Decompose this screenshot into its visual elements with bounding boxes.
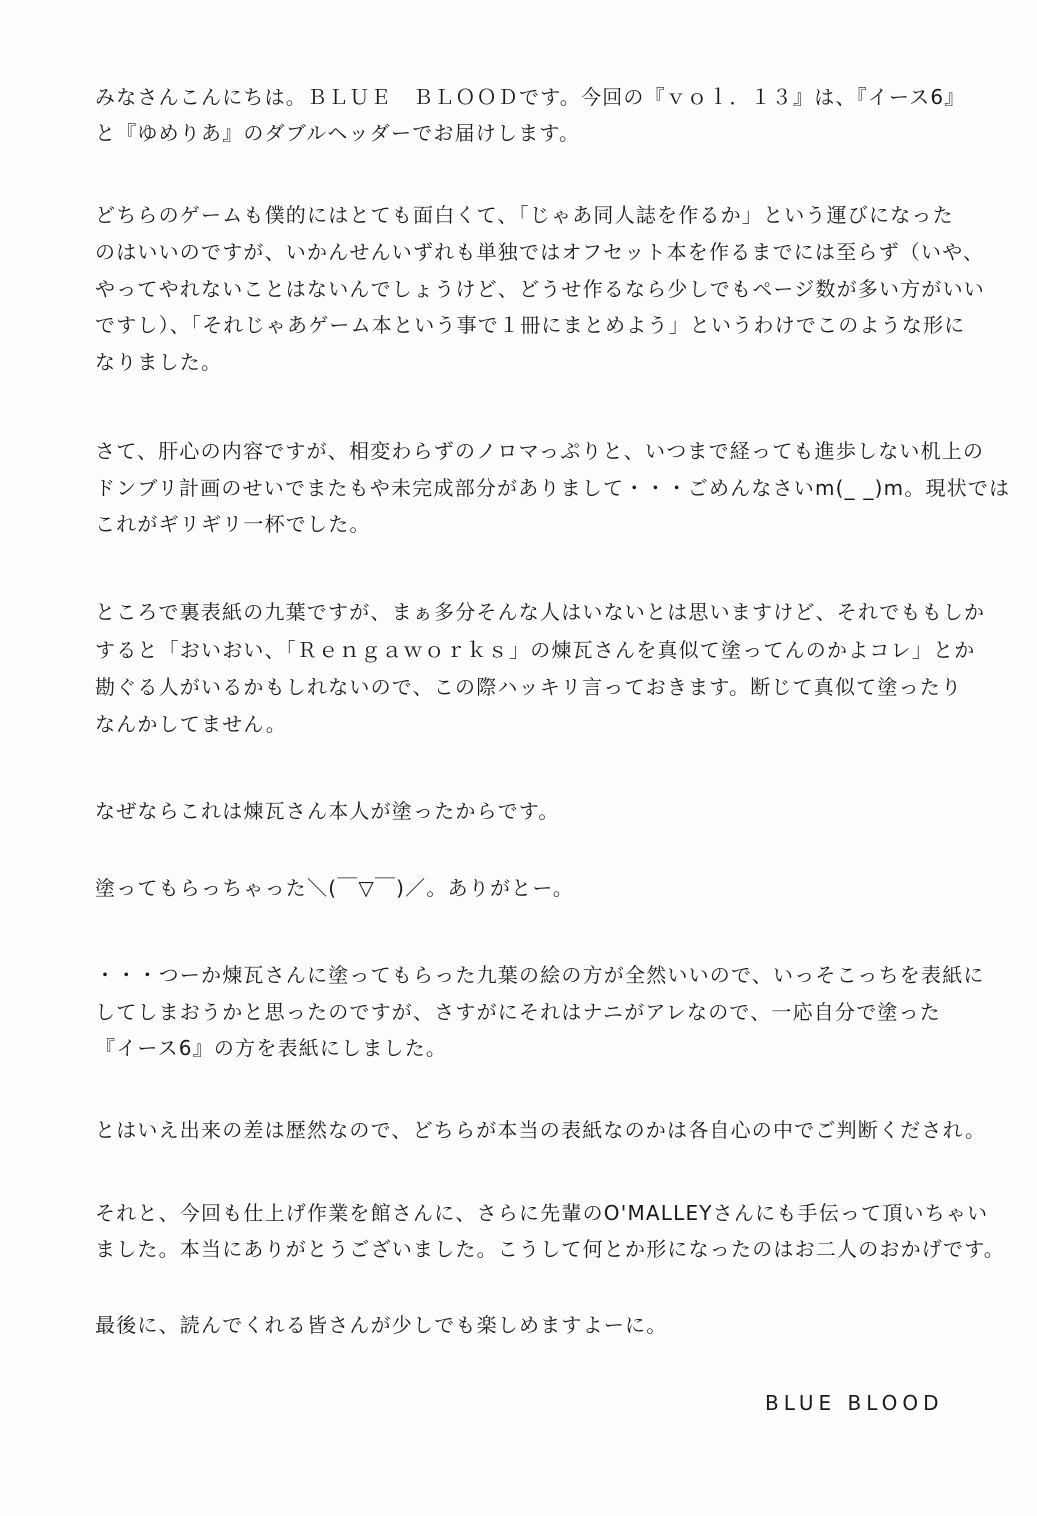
text-line: やってやれないことはないんでしょうけど、どうせ作るなら少しでもページ数が多い方がいい <box>95 277 985 301</box>
text-line: 勘ぐる人がいるかもしれないので、この際ハッキリ言っておきます。断じて真似て塗ったり <box>95 675 963 699</box>
text-line: なんかしてません。 <box>95 712 287 736</box>
text-line: なぜならこれは煉瓦さん本人が塗ったからです。 <box>95 799 560 823</box>
text-line: どちらのゲームも僕的にはとても面白くて、「じゃあ同人誌を作るか」という運びになった <box>95 203 954 227</box>
text-line: 『イース6』の方を表紙にしました。 <box>95 1036 448 1060</box>
text-line: ・・・つーか煉瓦さんに塗ってもらった九葉の絵の方が全然いいので、いっそこっちを表紙に <box>95 963 985 987</box>
text-line: ですし）、「それじゃあゲーム本という事で１冊にまとめよう」というわけでこのような形に <box>95 313 966 337</box>
text-line: のはいいのですが、いかんせんいずれも単独ではオフセット本を作るまでには至らず（いや、 <box>95 240 985 264</box>
text-line: なりました。 <box>95 350 223 374</box>
text-line: ドンブリ計画のせいでまたもや未完成部分がありまして・・・ごめんなさいm(_ _)m。現状では <box>95 476 1011 500</box>
text-line: とはいえ出来の差は歴然なので、どちらが本当の表紙なのかは各自心の中でご判断くだされ。 <box>95 1118 987 1142</box>
text-line: 塗ってもらっちゃった＼(￣▽￣)／。ありがとー。 <box>95 876 574 900</box>
text-line: すると「おいおい、「Ｒｅｎｇａｗｏｒｋｓ」の煉瓦さんを真似て塗ってんのかよコレ」とか <box>95 638 976 662</box>
text-line: と『ゆめりあ』のダブルヘッダーでお届けします。 <box>95 121 581 145</box>
signature: BLUE BLOOD <box>765 1391 944 1415</box>
text-line: さて、肝心の内容ですが、相変わらずのノロマっぷりと、いつまで経っても進歩しない机上の <box>95 439 985 463</box>
text-line: みなさんこんにちは。ＢＬＵＥ ＢＬＯＯＤです。今回の『ｖｏｌ．１３』は、『イース6』 <box>95 85 966 109</box>
text-line: これがギリギリ一杯でした。 <box>95 512 371 536</box>
text-line: してしまおうかと思ったのですが、さすがにそれはナニがアレなので、一応自分で塗った <box>95 1000 941 1024</box>
text-line: ました。本当にありがとうございました。こうして何とか形になったのはお二人のおかげです。 <box>95 1237 1005 1261</box>
text-line: ところで裏表紙の九葉ですが、まぁ多分そんな人はいないとは思いますけど、それでももしか <box>95 600 986 624</box>
text-line: 最後に、読んでくれる皆さんが少しでも楽しめますよーに。 <box>95 1313 668 1337</box>
text-line: それと、今回も仕上げ作業を館さんに、さらに先輩のO'MALLEYさんにも手伝って頂いちゃい <box>95 1201 989 1225</box>
